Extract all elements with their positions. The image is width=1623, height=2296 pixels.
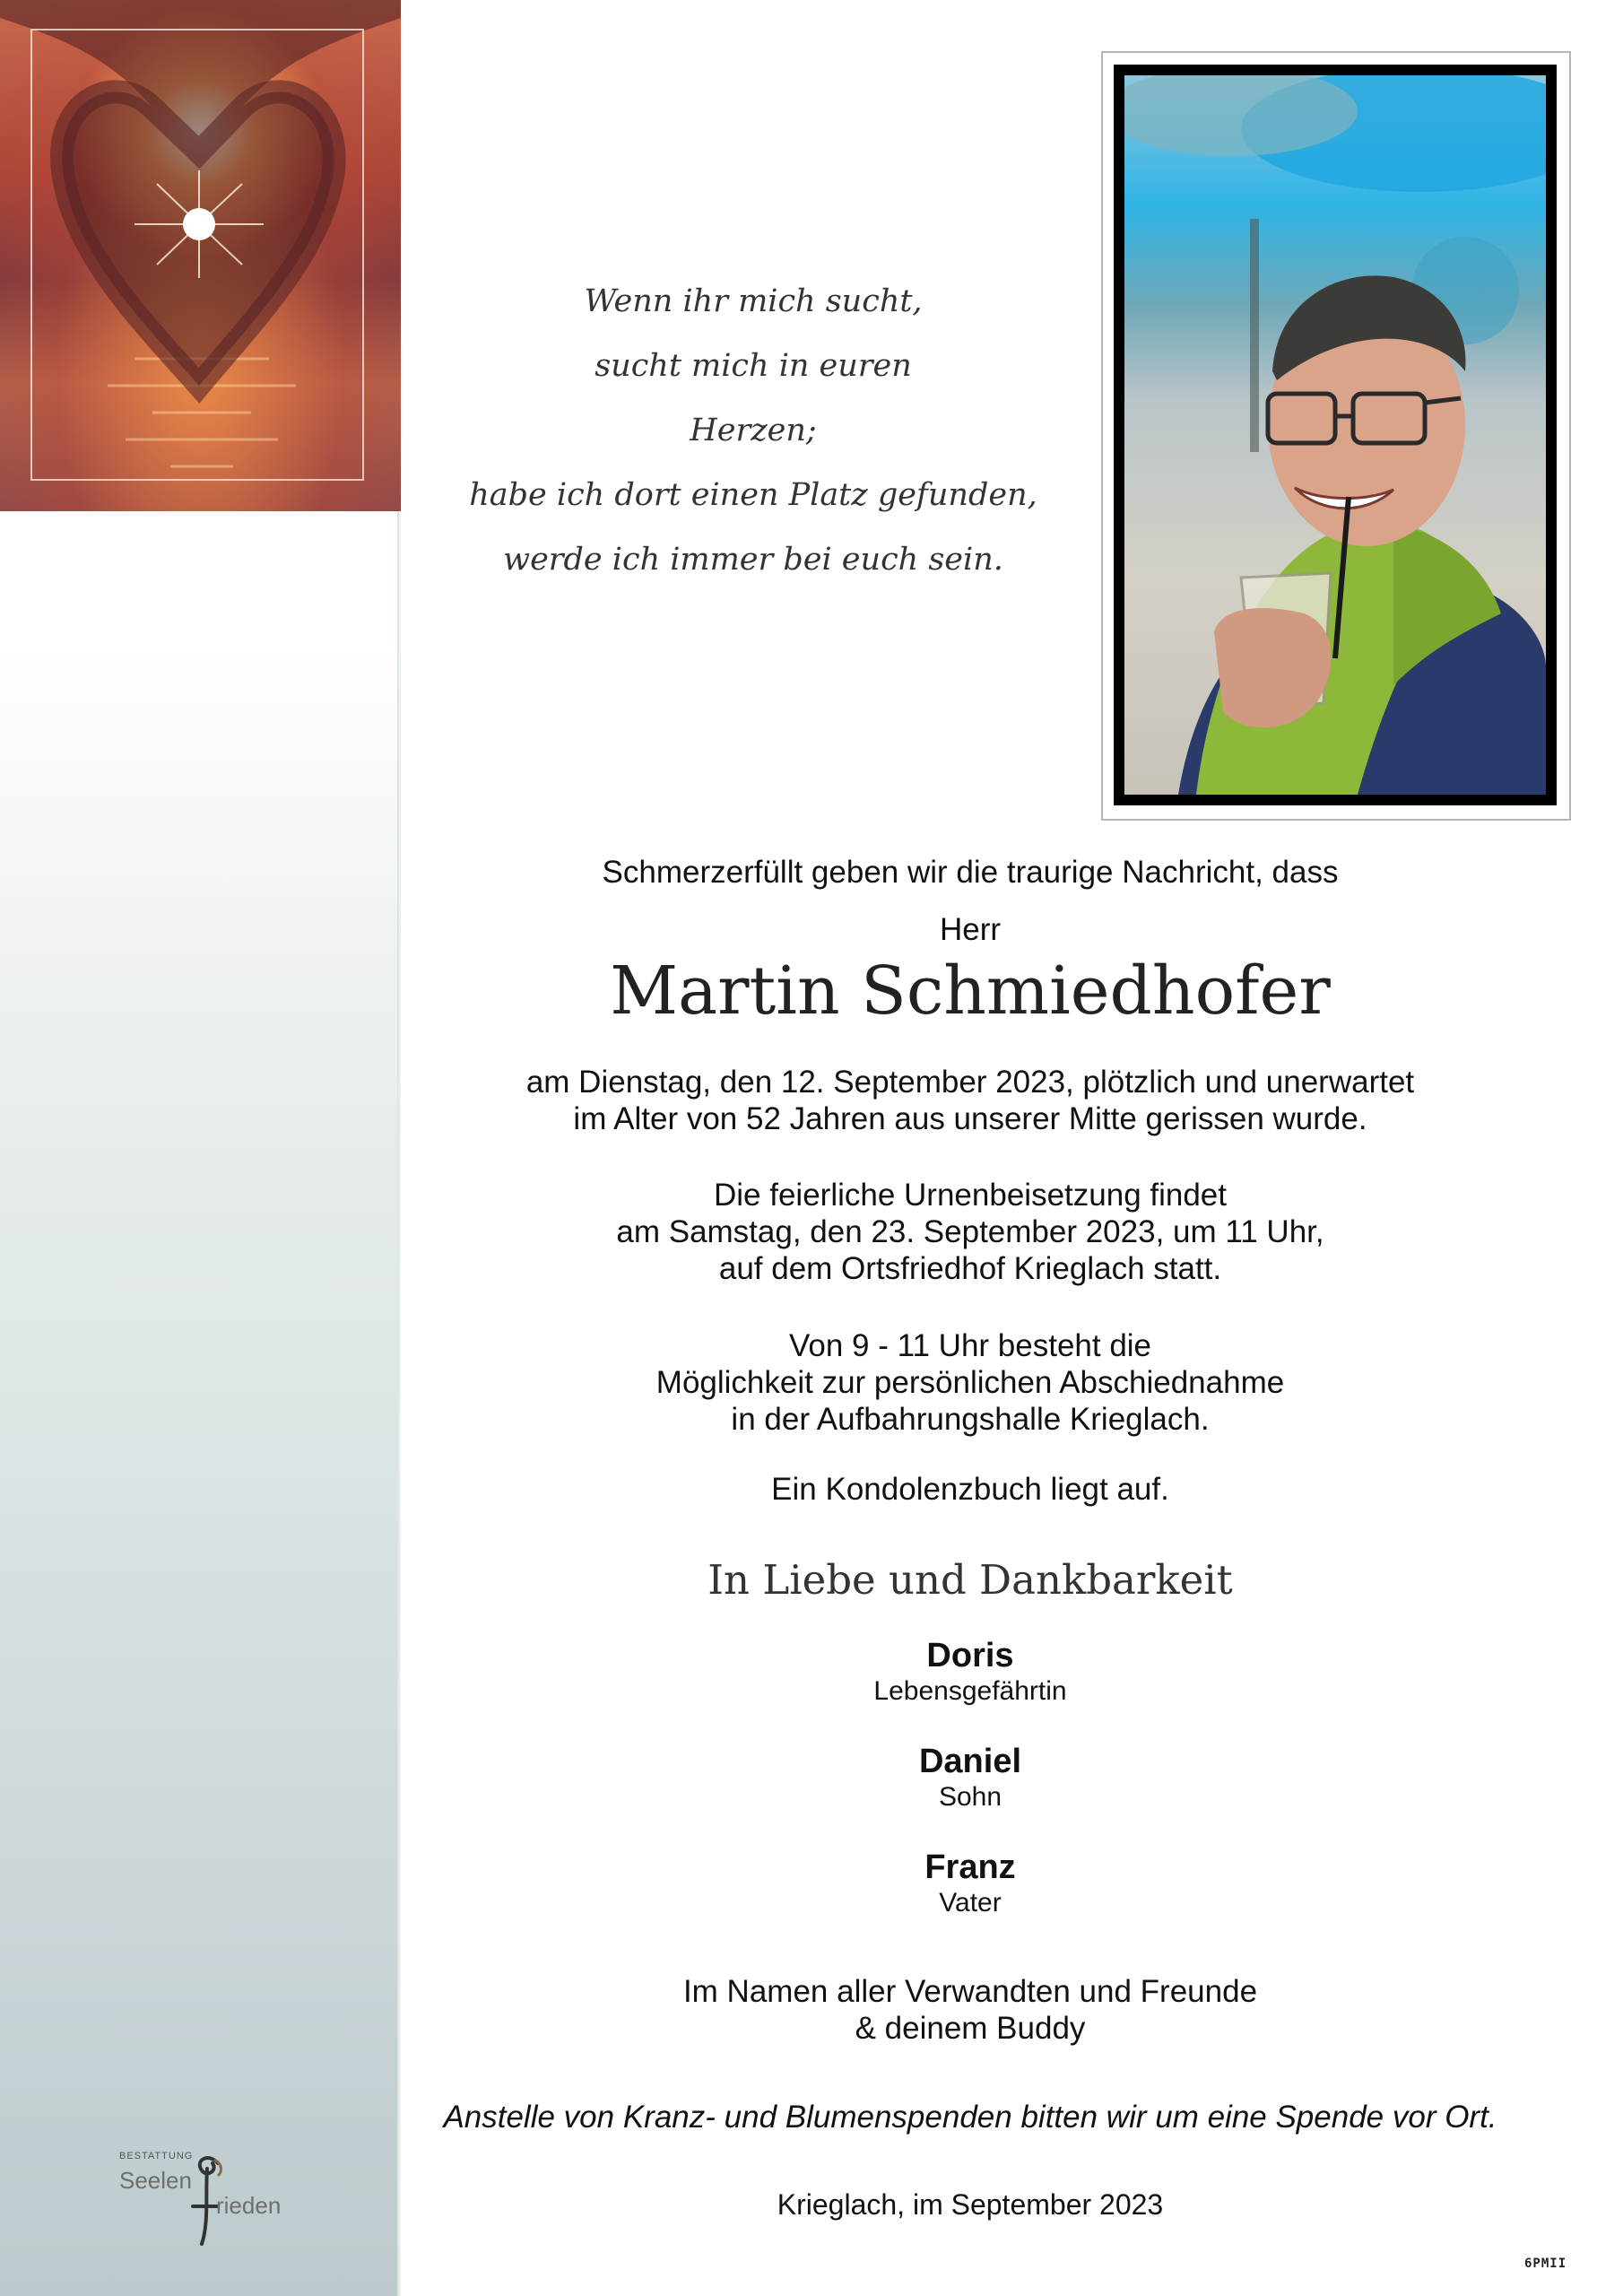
mourner-relation: Lebensgefährtin — [873, 1676, 1067, 1706]
farewell-paragraph — [412, 1327, 1528, 1438]
paragraph-line: im Alter von 52 Jahren aus unserer Mitte gerissen wurde. — [573, 1101, 1367, 1136]
closing-paragraph — [412, 1973, 1528, 2047]
funeral-home-logo — [119, 2151, 290, 2240]
heart-hands-sunset-image — [0, 0, 401, 511]
paragraph-line: Möglichkeit zur persönlichen Abschiednahme — [655, 1365, 1285, 1400]
mourner-relation: Vater — [939, 1888, 1002, 1918]
salutation: Herr — [939, 912, 1002, 947]
burial-paragraph — [412, 1177, 1528, 1287]
mourner-entry — [412, 1636, 1528, 1708]
donation-note: Anstelle von Kranz- und Blumenspenden bitten wir um eine Spende vor Ort. — [443, 2100, 1497, 2135]
paragraph-line: in der Aufbahrungshalle Krieglach. — [731, 1402, 1210, 1437]
paragraph-line: Die feierliche Urnenbeisetzung findet — [714, 1178, 1227, 1213]
paragraph-line: auf dem Ortsfriedhof Krieglach statt. — [718, 1251, 1222, 1286]
image-inner-frame — [30, 29, 364, 481]
mourner-name: Franz — [924, 1848, 1016, 1886]
mourner-entry — [412, 1742, 1528, 1813]
memorial-poem — [430, 269, 1076, 592]
mourner-relation: Sohn — [938, 1782, 1002, 1812]
deceased-name: Martin Schmiedhofer — [610, 952, 1331, 1030]
portrait-photo — [1124, 75, 1546, 795]
poem-line: habe ich dort einen Platz gefunden, — [469, 477, 1037, 513]
logo-word-2: rieden — [216, 2192, 282, 2219]
logo-small-text: BESTATTUNG — [119, 2151, 194, 2161]
paragraph-line: Von 9 - 11 Uhr besteht die — [788, 1328, 1152, 1363]
paragraph-line: am Dienstag, den 12. September 2023, plötzlich und unerwartet — [525, 1065, 1415, 1100]
place-date: Krieglach, im September 2023 — [777, 2188, 1164, 2221]
condolence-book-line: Ein Kondolenzbuch liegt auf. — [771, 1472, 1169, 1507]
mourner-name: Doris — [926, 1637, 1014, 1674]
person-portrait-icon — [1124, 75, 1546, 795]
paragraph-line: & deinem Buddy — [855, 2011, 1086, 2046]
death-paragraph — [412, 1064, 1528, 1137]
intro-line: Schmerzerfüllt geben wir die traurige Nachricht, dass — [602, 855, 1339, 890]
paragraph-line: Im Namen aller Verwandten und Freunde — [682, 1974, 1258, 2009]
logo-word-1: Seelen — [119, 2167, 192, 2194]
print-code-mark: 6PMII — [1524, 2257, 1567, 2271]
poem-line: werde ich immer bei euch sein. — [503, 542, 1003, 578]
poem-line: sucht mich in euren — [595, 348, 912, 384]
poem-line: Herzen; — [690, 413, 817, 448]
mourner-entry — [412, 1848, 1528, 1919]
paragraph-line: am Samstag, den 23. September 2023, um 11 Uhr, — [616, 1214, 1324, 1249]
mourner-name: Daniel — [918, 1743, 1022, 1780]
poem-line: Wenn ihr mich sucht, — [584, 283, 923, 319]
mourners-heading: In Liebe und Dankbarkeit — [707, 1556, 1233, 1604]
